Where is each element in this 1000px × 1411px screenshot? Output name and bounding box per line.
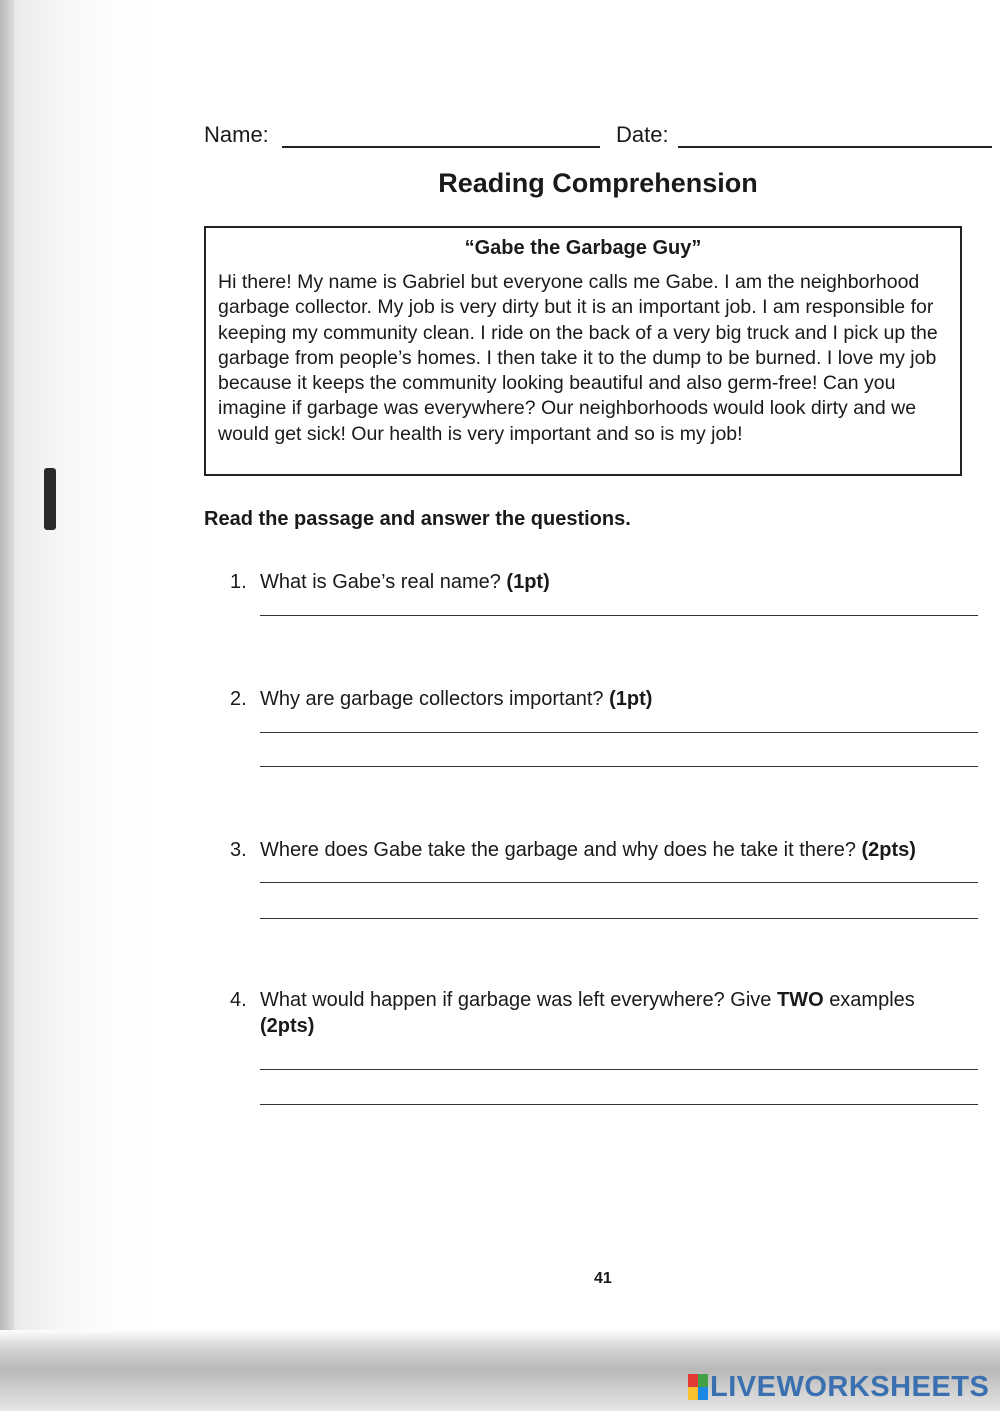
points-label: (2pts) [861, 839, 916, 861]
points-label: (1pt) [609, 688, 653, 710]
question-text [260, 686, 990, 712]
story-box [204, 226, 962, 476]
spine-shadow [0, 0, 14, 1411]
emphasis-word: TWO [776, 989, 824, 1011]
question-prompt: What would happen if garbage was left everywhere? Give [260, 989, 772, 1011]
points-label: (1pt) [506, 571, 550, 593]
answer-line-1a[interactable] [260, 615, 978, 616]
question-number: 4. [230, 989, 247, 1011]
question-text [260, 837, 990, 863]
question-prompt: Why are garbage collectors important? [260, 688, 604, 710]
answer-line-3a[interactable] [260, 882, 978, 883]
question-prompt-end: examples [829, 989, 915, 1011]
instructions: Read the passage and answer the questions. [204, 508, 631, 530]
page-title: Reading Comprehension [438, 168, 758, 198]
date-label: Date: [616, 122, 669, 147]
answer-line-2b[interactable] [260, 766, 978, 767]
question-prompt: Where does Gabe take the garbage and why does he take it there? [260, 839, 856, 861]
question-number: 1. [230, 571, 247, 593]
answer-line-3b[interactable] [260, 918, 978, 919]
name-field[interactable] [282, 146, 600, 148]
question-prompt: What is Gabe’s real name? [260, 571, 501, 593]
brand-name: LIVEWORKSHEETS [710, 1370, 990, 1403]
answer-line-2a[interactable] [260, 732, 978, 733]
story-title: “Gabe the Garbage Guy” [464, 237, 702, 259]
header-row [204, 118, 994, 154]
liveworksheets-logo [688, 1370, 989, 1404]
binder-mark [44, 468, 56, 530]
date-field[interactable] [678, 146, 992, 148]
name-label: Name: [204, 122, 269, 147]
story-text: Hi there! My name is Gabriel but everyone calls me Gabe. I am the neighborhood garbage collector. My job is very dirty but it is an important job. I am responsible for keeping my community clean. I ride on the back of a very big truck and I pick up the garbage from people’s homes. I then take it to the dump to be burned. I love my job because it keeps the community looking beautiful and also germ-free! Can you imagine if garbage was everywhere? Our neighborhoods would look dirty and we would get sick! Our health is very important and so is my job! [218, 271, 938, 445]
answer-line-4a[interactable] [260, 1069, 978, 1070]
question-text [260, 569, 990, 595]
points-label: (2pts) [260, 1015, 315, 1037]
question-text [260, 987, 990, 1039]
liveworksheets-icon [688, 1374, 708, 1400]
answer-line-4b[interactable] [260, 1104, 978, 1105]
page-number: 41 [594, 1270, 612, 1287]
question-number: 2. [230, 688, 247, 710]
question-number: 3. [230, 839, 247, 861]
